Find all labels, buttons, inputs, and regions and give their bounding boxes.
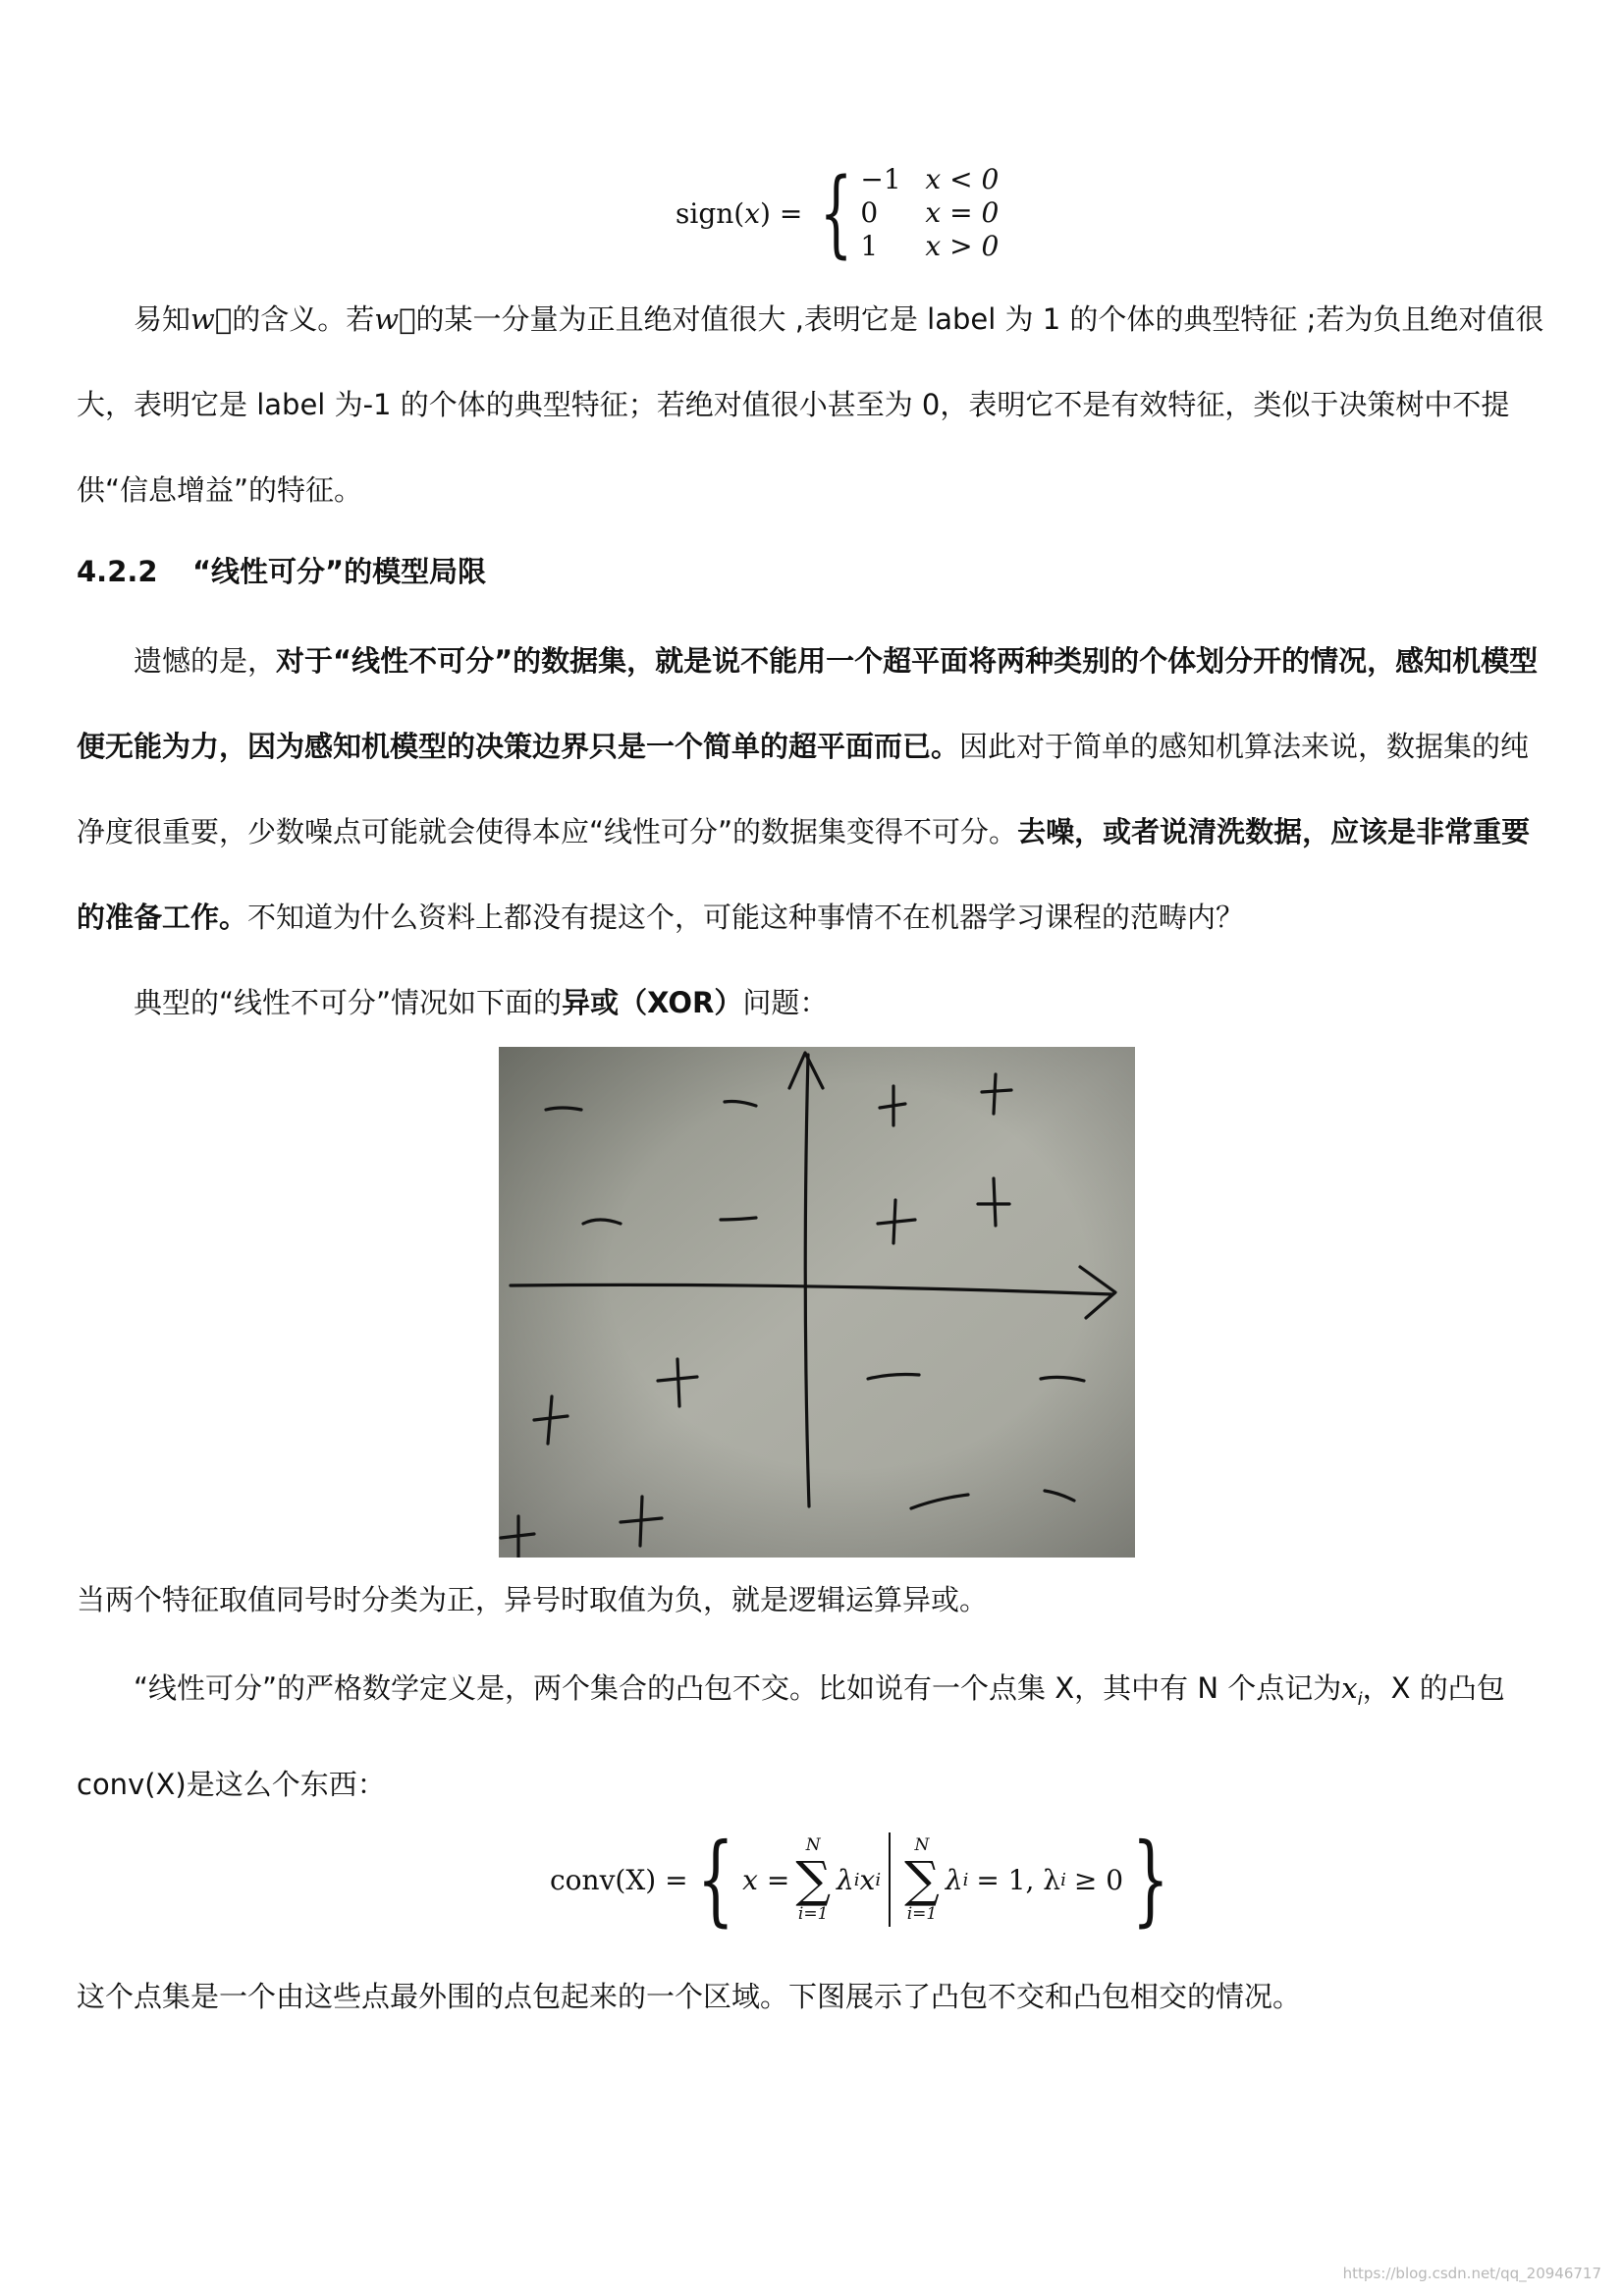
conv-lhs: conv(X) = [550, 1863, 688, 1896]
conv-x-eq: x = [742, 1863, 790, 1896]
paragraph-limitation [77, 619, 1549, 960]
sign-formula [676, 159, 999, 267]
conv-rhs: = 1, λ [976, 1863, 1061, 1896]
lambda: λ [837, 1863, 854, 1896]
bold-text: 对于“线性不可分”的数据集，就是说不能用一个超平面将两种类别的个体划分开的情况，感知机模型便无能为力，因为感知机模型的决策边界只是一个简单的超平面而已。 [77, 644, 1539, 763]
sigma: ∑ [904, 1851, 940, 1908]
sum-lower: i=1 [797, 1904, 829, 1924]
paragraph-convex-hull [77, 1646, 1549, 1828]
case-condition: x < 0 [925, 163, 1000, 195]
subscript-i: i [1357, 1688, 1363, 1710]
case-value: 1 [860, 230, 879, 262]
sign-cases [860, 163, 999, 263]
x-var: x [1341, 1671, 1358, 1705]
case-condition: x = 0 [925, 196, 1000, 229]
conv-geq: ≥ 0 [1073, 1863, 1124, 1896]
x-var: x [859, 1863, 876, 1896]
paragraph-xor-intro [77, 960, 1549, 1046]
subscript-i: i [1060, 1869, 1066, 1890]
section-number: 4.2.2 [77, 555, 158, 588]
sum-symbol [795, 1836, 831, 1923]
text-span: 典型的“线性不可分”情况如下面的 [134, 986, 563, 1019]
close-brace: } [1131, 1822, 1169, 1937]
text-span: 因此对于简单的感知机算法来说，数据集的纯净度很重要，少数噪点可能就会使得本应“线性可分”的数据集变得不可分。 [77, 730, 1530, 848]
sum-symbol [904, 1836, 940, 1923]
text-span: 易知 [134, 302, 191, 336]
paper-shadow [499, 1047, 1135, 1558]
paragraph-hull-region: 这个点集是一个由这些点最外围的点包起来的一个区域。下图展示了凸包不交和凸包相交的情况。 [77, 1980, 1302, 2013]
subscript-i: i [875, 1869, 882, 1890]
sum-upper: N [914, 1835, 930, 1855]
text-span: 的某一分量为正且绝对值很大 ,表明它是 label 为 1 的个体的典型特征 ;若为负且绝对值很大，表明它是 label 为-1 的个体的典型特征；若绝对值很小甚至为 0，表明它不是有效特征，类似于决策树中不提供“信息增益”的特征。 [77, 302, 1544, 507]
text-span: 不知道为什么资料上都没有提这个，可能这种事情不在机器学习课程的范畴内？ [247, 901, 1245, 934]
sum-upper: N [805, 1835, 821, 1855]
case-value: −1 [860, 163, 901, 195]
conv-formula [550, 1822, 1178, 1937]
sign-lhs: sign( [676, 196, 745, 230]
text-span: 遗憾的是， [134, 644, 277, 678]
subscript-i: i [962, 1869, 969, 1890]
case-condition: x > 0 [925, 230, 1000, 262]
text-span: ，X 的凸包 conv(X)是这么个东西： [77, 1671, 1505, 1801]
w-vector: w⃗ [190, 302, 233, 336]
text-span: “线性可分”的严格数学定义是，两个集合的凸包不交。比如说有一个点集 X，其中有 N 个点记为 [134, 1671, 1342, 1705]
xor-hand-drawn-photo [499, 1047, 1135, 1558]
bold-text: 异或（XOR） [562, 986, 743, 1019]
text-span: 的含义。若 [232, 302, 375, 336]
bold-text: 去噪，或者说清洗数据，应该是非常重要的准备工作。 [77, 815, 1531, 934]
open-brace: { [696, 1822, 734, 1937]
paragraph-w-meaning [77, 277, 1549, 533]
text-span: 问题： [742, 986, 829, 1019]
section-heading [77, 550, 486, 590]
sign-close: ) = [760, 196, 803, 230]
case-value: 0 [860, 196, 879, 229]
section-title: “线性可分”的模型局限 [192, 555, 487, 588]
sign-var: x [744, 196, 761, 230]
sign-brace: { [820, 158, 853, 268]
sum-lower: i=1 [906, 1904, 938, 1924]
w-vector: w⃗ [374, 302, 416, 336]
paragraph-xor-explain: 当两个特征取值同号时分类为正，异号时取值为负，就是逻辑运算异或。 [77, 1583, 989, 1616]
lambda: λ [945, 1863, 963, 1896]
watermark: https://blog.csdn.net/qq_20946717 [1342, 2265, 1601, 2282]
sigma: ∑ [795, 1851, 832, 1908]
subscript-i: i [853, 1869, 860, 1890]
such-that-bar [889, 1832, 891, 1927]
